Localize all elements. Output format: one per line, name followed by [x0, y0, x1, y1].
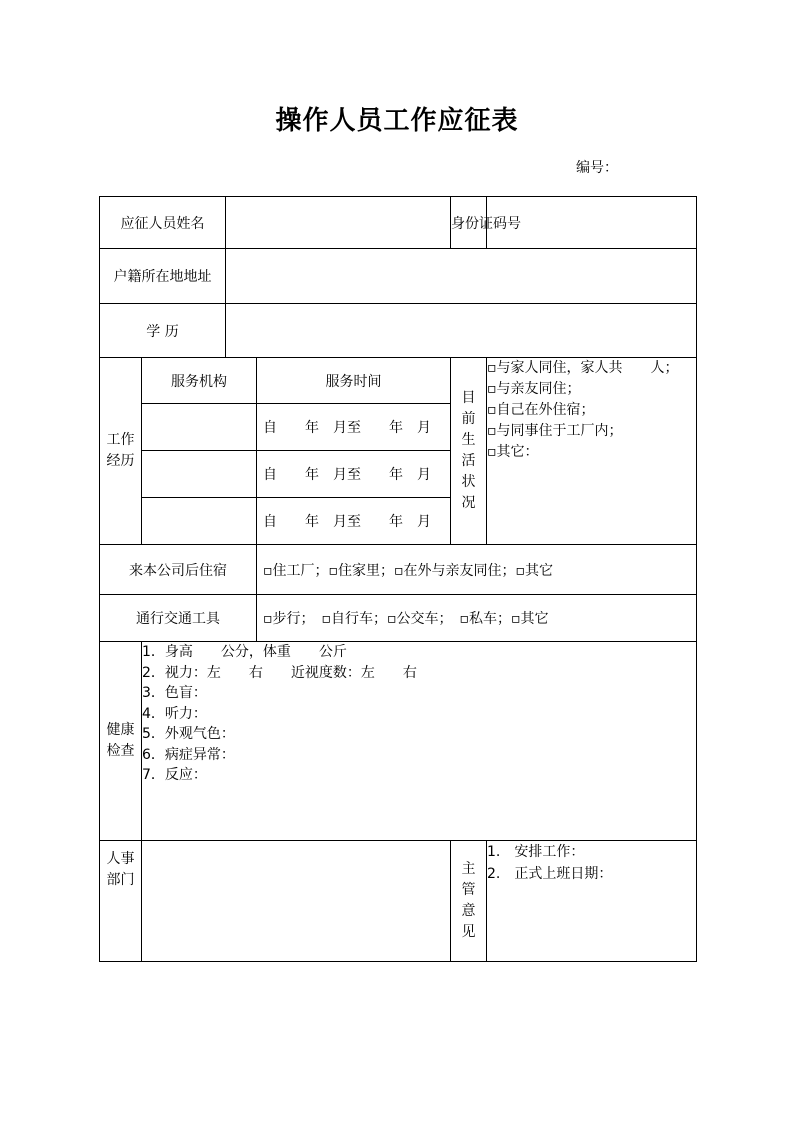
education-field[interactable] [226, 304, 697, 358]
living-option[interactable]: ▫自己在外住宿； [487, 402, 595, 418]
household-address-label: 户籍所在地地址 [100, 249, 226, 304]
living-status-label: 目前生活状况 [451, 358, 487, 545]
commute-label: 通行交通工具 [100, 595, 257, 642]
name-label: 应征人员姓名 [100, 197, 226, 249]
hr-department-label: 人事部门 [100, 841, 142, 962]
service-org-field[interactable] [142, 404, 257, 451]
service-org-field[interactable] [142, 498, 257, 545]
health-item: 5．外观气色： [142, 726, 235, 742]
service-org-field[interactable] [142, 451, 257, 498]
commute-options[interactable]: ▫步行； ▫自行车；▫公交车； ▫私车；▫其它 [257, 595, 697, 642]
hr-department-field[interactable] [142, 841, 451, 962]
service-period-field[interactable]: 自 年 月至 年 月 [257, 404, 451, 451]
name-field[interactable] [226, 197, 451, 249]
living-status-options[interactable] [487, 358, 697, 545]
service-org-header: 服务机构 [142, 358, 257, 404]
health-item: 7．反应： [142, 767, 207, 783]
living-option[interactable]: ▫与家人同住，家人共 人； [487, 360, 679, 376]
id-number-label: 身份证码号 [451, 197, 487, 249]
serial-number-label: 编号： [576, 160, 618, 176]
page-title: 操作人员工作应征表 [275, 106, 519, 136]
health-item: 6．病症异常： [142, 746, 235, 763]
health-item: 2．视力：左 右 近视度数：左 右 [142, 664, 417, 681]
health-item: 3．色盲： [142, 685, 207, 701]
supervisor-item: 2. 正式上班日期： [487, 866, 613, 882]
lodging-label: 来本公司后住宿 [100, 545, 257, 595]
work-history-label: 工作经历 [100, 358, 142, 545]
living-option[interactable]: ▫与同事住于工厂内； [487, 423, 623, 439]
service-period-field[interactable]: 自 年 月至 年 月 [257, 498, 451, 545]
service-time-header: 服务时间 [257, 358, 451, 404]
health-check-label: 健康检查 [100, 642, 142, 841]
education-label: 学 历 [100, 304, 226, 358]
living-option[interactable]: ▫其它： [487, 444, 539, 460]
application-form-table [99, 196, 697, 962]
health-item: 4．听力： [142, 705, 207, 722]
supervisor-opinion-items[interactable] [487, 841, 697, 962]
service-period-field[interactable]: 自 年 月至 年 月 [257, 451, 451, 498]
lodging-options[interactable]: ▫住工厂；▫住家里；▫在外与亲友同住；▫其它 [257, 545, 697, 595]
household-address-field[interactable] [226, 249, 697, 304]
living-option[interactable]: ▫与亲友同住； [487, 381, 581, 397]
supervisor-item: 1. 安排工作： [487, 844, 585, 860]
supervisor-opinion-label: 主管意见 [451, 841, 487, 962]
health-check-items[interactable] [142, 642, 697, 841]
health-item: 1．身高 公分，体重 公斤 [142, 644, 347, 660]
